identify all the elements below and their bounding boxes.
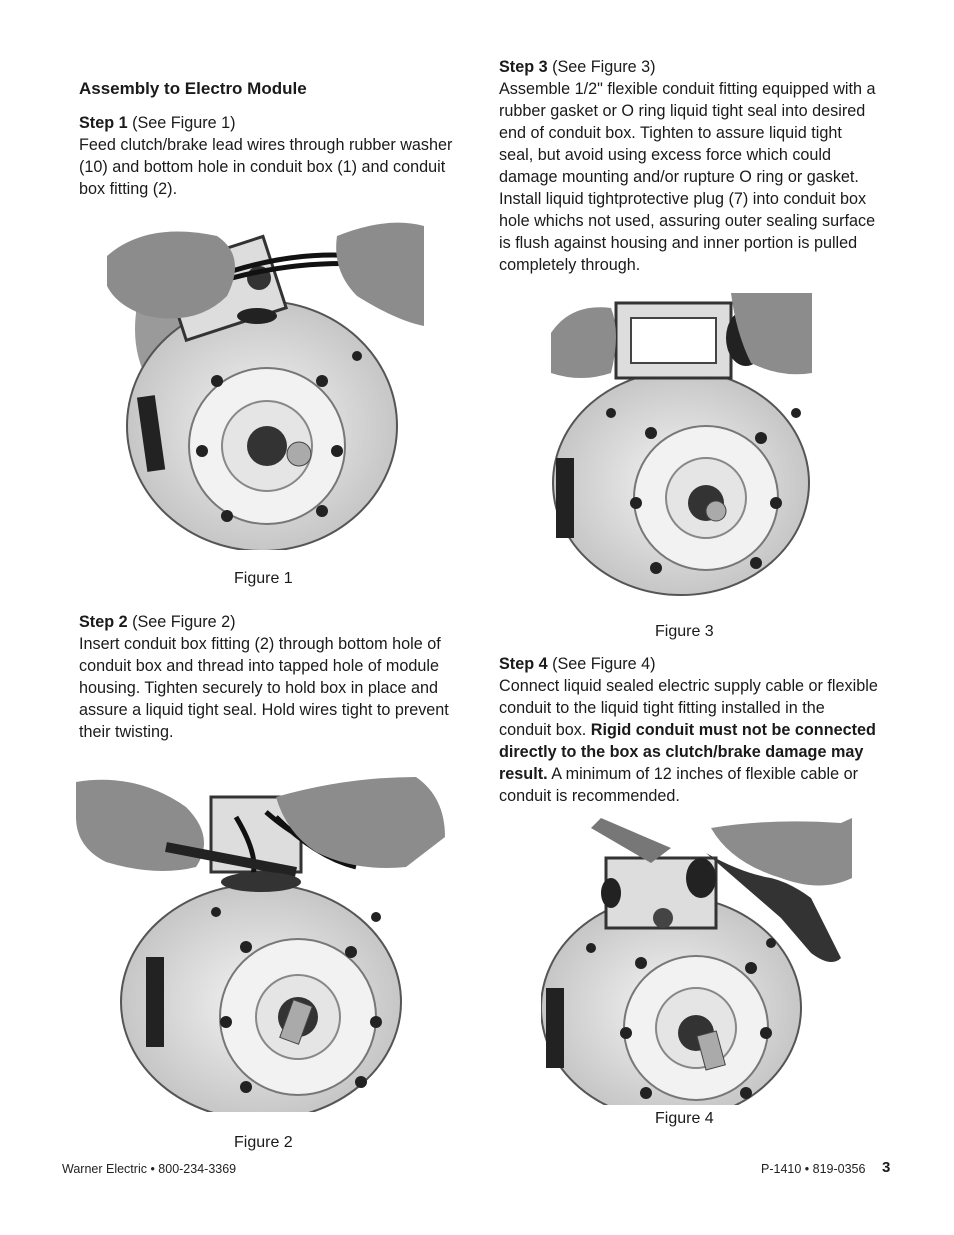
footer-doc-number: P-1410 • 819-0356 [761, 1162, 866, 1176]
step-4-ref: (See Figure 4) [547, 655, 656, 673]
section-heading: Assembly to Electro Module [79, 79, 307, 98]
figure-1-caption: Figure 1 [234, 570, 293, 587]
step-1-label: Step 1 [79, 114, 128, 132]
step-1-body: Feed clutch/brake lead wires through rubber washer (10) and bottom hole in conduit box (1) and conduit box fitting (2). [79, 136, 453, 198]
step-1-text [79, 112, 464, 200]
step-2-label: Step 2 [79, 613, 128, 631]
page-number: 3 [882, 1159, 891, 1176]
figure-2-image [76, 777, 445, 1112]
step-1-ref: (See Figure 1) [127, 114, 236, 132]
step-4-warning: Rigid conduit must not be connected directly to the box as clutch/brake damage may result. [499, 721, 876, 783]
step-3-text [499, 56, 879, 276]
step-3-ref: (See Figure 3) [547, 58, 656, 76]
step-3-body: Assemble 1/2" flexible conduit fitting equipped with a rubber gasket or O ring liquid tight seal into desired end of conduit box. Tighten to assure liquid tight seal, but avoid using excess force which could damage mounting and/or rupture O ring or gasket. Install liquid tightprotective plug (7) into conduit box hole whichs not used, assuring outer sealing surface is flush against housing and inner portion is pulled completely through. [499, 80, 876, 274]
figure-2-caption: Figure 2 [234, 1134, 293, 1151]
footer-company: Warner Electric • 800-234-3369 [62, 1162, 237, 1176]
step-2-text [79, 611, 464, 743]
figure-1-image [107, 216, 424, 550]
step-4-body-start: Connect liquid sealed electric supply cable or flexible conduit to the liquid tight fitting installed in the conduit box. [499, 677, 878, 739]
step-4-body-end: A minimum of 12 inches of flexible cable or conduit is recommended. [499, 765, 859, 805]
step-4-label: Step 4 [499, 655, 548, 673]
figure-3-image [551, 293, 812, 597]
figure-3-caption: Figure 3 [655, 623, 714, 640]
figure-4-image [541, 818, 852, 1105]
step-3-label: Step 3 [499, 58, 548, 76]
step-2-body: Insert conduit box fitting (2) through bottom hole of conduit box and thread into tapped hole of module housing. Tighten securely to hold box in place and assure a liquid tight seal. Hold wires tight to prevent their twisting. [79, 635, 449, 741]
step-4-text [499, 653, 879, 807]
figure-4-caption: Figure 4 [655, 1110, 714, 1127]
step-2-ref: (See Figure 2) [127, 613, 236, 631]
